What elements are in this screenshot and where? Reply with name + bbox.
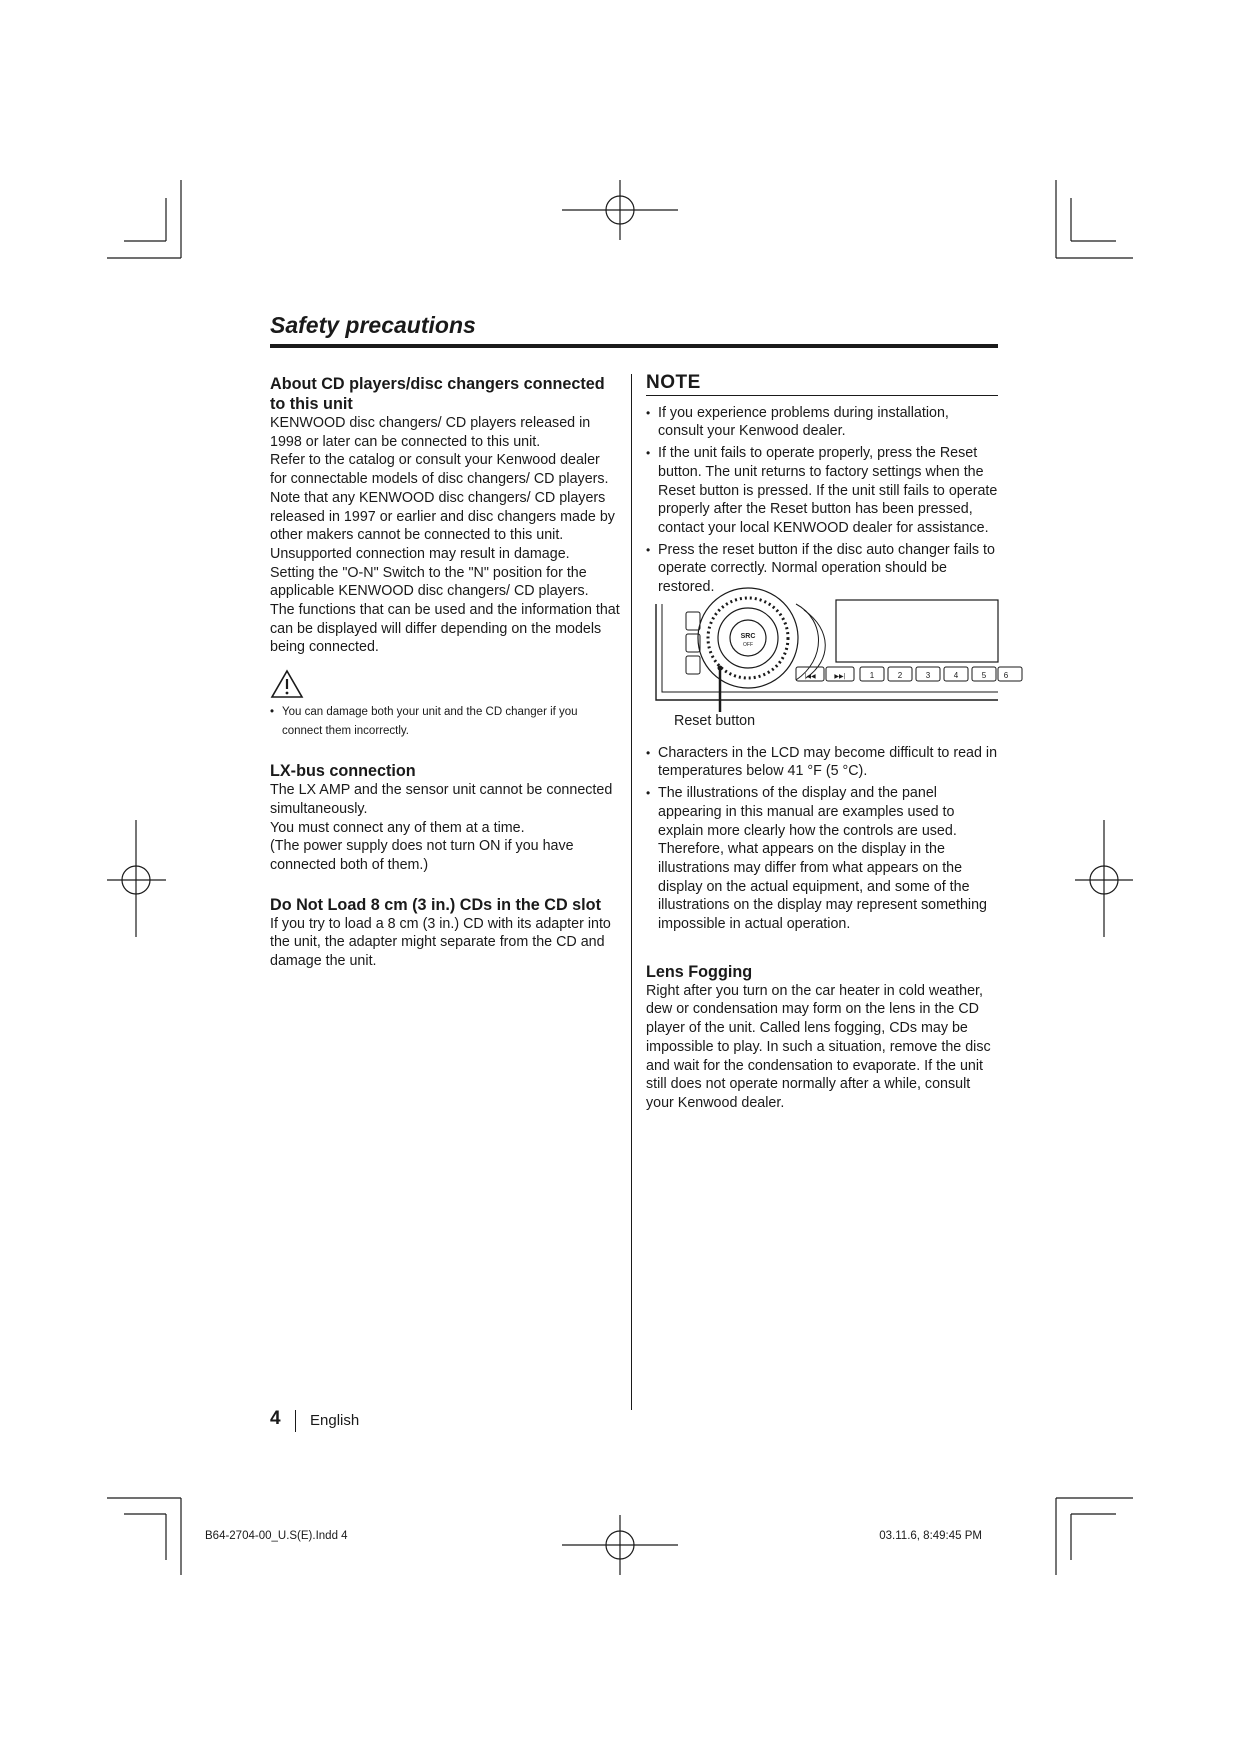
figure-caption: Reset button	[674, 712, 756, 729]
column-divider	[631, 374, 632, 1410]
preset-label: 5	[981, 670, 987, 680]
section-lx-bus	[270, 761, 620, 875]
footer-language: English	[310, 1412, 360, 1429]
page-title: Safety precautions	[270, 312, 476, 338]
section-heading: LX-bus connection	[270, 762, 416, 781]
knob-sublabel: OFF	[743, 641, 753, 648]
list-item: • The illustrations of the display and the panel appearing in this manual are examples used to explain more clearly how the controls are used. Therefore, what appears on the display in the illustrations may differ from what appears on the display on the actual equipment, and some of the illustrations on the display may represent something impossible in actual operation.	[646, 784, 998, 934]
list-item: • If you experience problems during installation, consult your Kenwood dealer.	[646, 404, 998, 441]
paragraph: If you try to load a 8 cm (3 in.) CD with its adapter into the unit, the adapter might separate from the CD and damage the unit.	[270, 915, 611, 970]
list-item: • If the unit fails to operate properly, press the Reset button. The unit returns to factory settings when the Reset button is pressed. If the unit still fails to operate properly after the Reset button has been pressed, contact your local KENWOOD dealer for assistance.	[646, 444, 998, 538]
warning-text: • You can damage both your unit and the CD changer if you connect them incorrectly.	[270, 703, 620, 741]
paragraph: Setting the "O-N" Switch to the "N" position for the applicable KENWOOD disc changers/ CD players.	[270, 564, 589, 600]
warning-triangle-icon	[270, 669, 304, 699]
section-heading: Do Not Load 8 cm (3 in.) CDs in the CD slot	[270, 895, 601, 914]
warning-block	[270, 669, 620, 741]
title-rule	[270, 344, 998, 348]
footer-separator	[295, 1410, 296, 1432]
car-stereo-panel-illustration	[646, 600, 1009, 712]
list-item: • Press the reset button if the disc auto changer fails to operate correctly. Normal operation should be restored.	[646, 541, 998, 597]
preset-buttons	[860, 667, 1022, 681]
page-number: 4	[270, 1408, 281, 1429]
paragraph: (The power supply does not turn ON if you have connected both of them.)	[270, 838, 574, 873]
paragraph: Unsupported connection may result in damage.	[270, 545, 570, 562]
section-cd-changers	[270, 374, 620, 741]
prev-button-label: |◀◀	[804, 672, 816, 680]
slug-filename: B64-2704-00_U.S(E).Indd 4	[205, 1530, 348, 1542]
preset-label: 6	[1003, 670, 1009, 680]
preset-label: 4	[953, 670, 959, 680]
paragraph: Refer to the catalog or consult your Kenwood dealer for connectable models of disc changers/ CD players.	[270, 452, 609, 488]
preset-label: 1	[869, 670, 875, 680]
list-item: • Characters in the LCD may become difficult to read in temperatures below 41 °F (5 °C).	[646, 744, 998, 781]
paragraph: KENWOOD disc changers/ CD players released in 1998 or later can be connected to this unit.	[270, 415, 591, 450]
section-note	[646, 372, 1009, 934]
note-heading: NOTE	[646, 374, 998, 396]
reset-button	[718, 665, 723, 670]
section-heading: Lens Fogging	[646, 962, 753, 981]
preset-label: 2	[897, 670, 903, 680]
preset-label: 3	[925, 670, 931, 680]
section-no-8cm	[270, 895, 620, 971]
slug-timestamp: 03.11.6, 8:49:45 PM	[879, 1530, 982, 1542]
paragraph: You must connect any of them at a time.	[270, 819, 525, 836]
right-column	[646, 372, 1009, 1133]
reset-button-figure	[646, 600, 1009, 730]
note-bullets-top	[646, 404, 998, 597]
paragraph: The functions that can be used and the information that can be displayed will differ depending on the models being connected.	[270, 602, 620, 656]
paragraph: Right after you turn on the car heater in cold weather, dew or condensation may form on the lens in the CD player of the unit. Called lens fogging, CDs may be impossible to play. In such a situation, remove the disc and wait for the condensation to evaporate. If the unit still does not operate normally after a while, consult your Kenwood dealer.	[646, 982, 991, 1111]
note-bullets-bottom	[646, 744, 998, 934]
section-lens-fogging	[646, 962, 998, 1113]
paragraph: The LX AMP and the sensor unit cannot be connected simultaneously.	[270, 782, 613, 817]
knob-label: SRC	[740, 632, 756, 640]
left-column	[270, 374, 620, 991]
paragraph: Note that any KENWOOD disc changers/ CD players released in 1997 or earlier and disc changers made by other makers cannot be connected to this unit.	[270, 489, 615, 544]
section-heading: About CD players/disc changers connected to this unit	[270, 375, 605, 413]
next-button-label: ▶▶|	[834, 672, 846, 680]
